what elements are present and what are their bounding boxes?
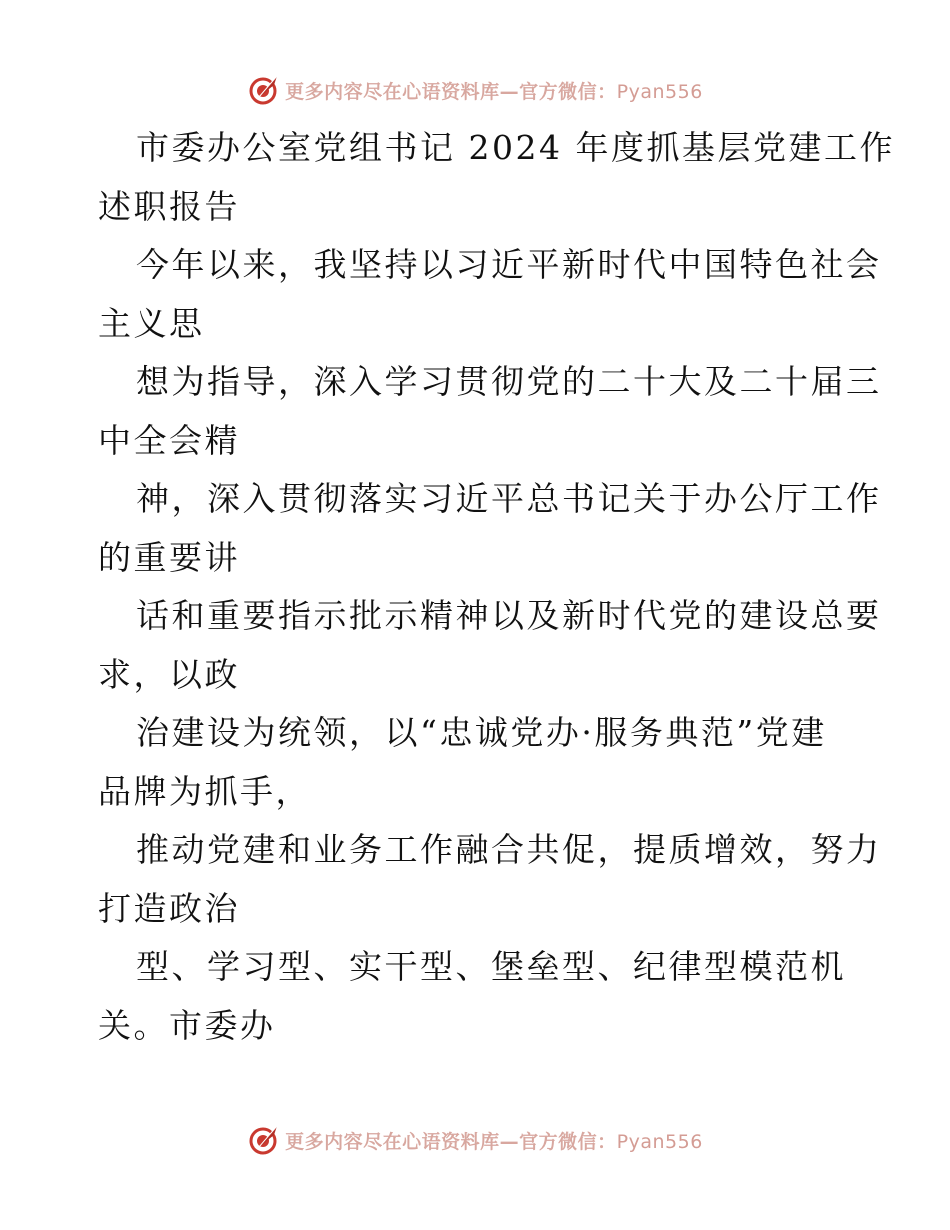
watermark-wechat-id: Pyan556 (616, 80, 703, 103)
watermark-wechat-id: Pyan556 (616, 1130, 703, 1153)
watermark-text: 更多内容尽在心语资料库—官方微信：Pyan556 (285, 1130, 703, 1153)
paragraph-line: 型、学习型、实干型、堡垒型、纪律型模范机 (136, 947, 846, 986)
paragraph-line: 打造政治 (98, 888, 240, 928)
document-title-line-2: 述职报告 (98, 186, 240, 226)
paragraph-line: 关。市委办 (98, 1005, 276, 1045)
quill-pen-logo-icon (247, 73, 281, 107)
footer-watermark (0, 1120, 950, 1160)
paragraph-line: 品牌为抓手， (98, 771, 311, 811)
paragraph-line: 神，深入贯彻落实习近平总书记关于办公厅工作 (136, 479, 882, 518)
paragraph-line: 求，以政 (98, 654, 240, 694)
paragraph-line: 的重要讲 (98, 537, 240, 577)
paragraph-line: 推动党建和业务工作融合共促，提质增效，努力 (136, 830, 882, 869)
paragraph-line: 治建设为统领，以“忠诚党办·服务典范”党建 (136, 713, 827, 752)
document-title-line-1: 市委办公室党组书记 2024 年度抓基层党建工作 (136, 128, 895, 167)
header-watermark (0, 70, 950, 110)
watermark-text: 更多内容尽在心语资料库—官方微信：Pyan556 (285, 80, 703, 103)
paragraph-line: 今年以来，我坚持以习近平新时代中国特色社会 (136, 245, 882, 284)
document-body (98, 119, 895, 1055)
paragraph-line: 主义思 (98, 303, 205, 343)
quill-pen-logo-icon (247, 1123, 281, 1157)
paragraph-line: 想为指导，深入学习贯彻党的二十大及二十届三 (136, 362, 882, 401)
paragraph-line: 话和重要指示批示精神以及新时代党的建设总要 (136, 596, 882, 635)
paragraph-line: 中全会精 (98, 420, 240, 460)
